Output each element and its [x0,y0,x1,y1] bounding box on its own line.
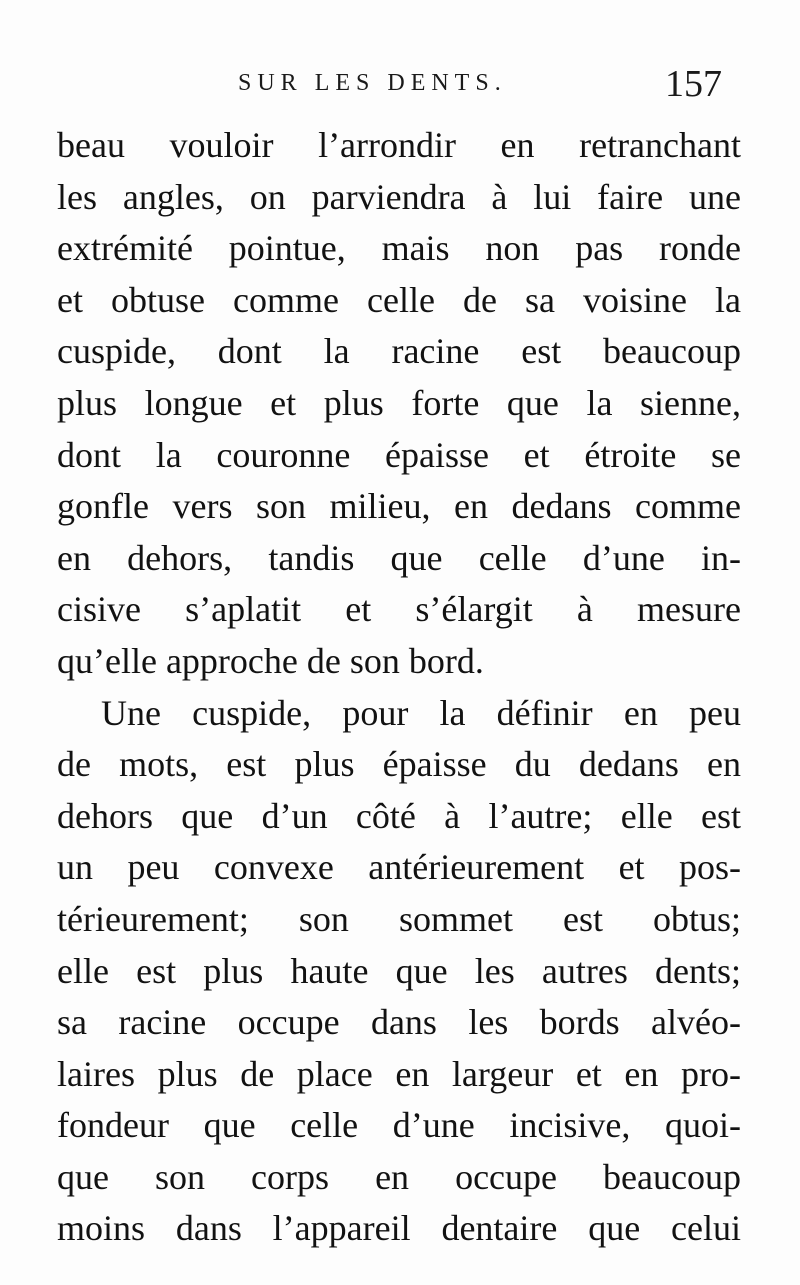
text-line: en dehors, tandis que celle d’une in- [57,537,741,578]
text-line: cuspide, dont la racine est beaucoup [57,331,741,372]
text-line: extrémité pointue, mais non pas ronde [57,228,741,269]
text-line: laires plus de place en largeur et en pro- [57,1053,741,1094]
text-line: cisive s’aplatit et s’élargit à mesure [57,589,741,630]
page-header [0,62,800,110]
text-line: fondeur que celle d’une incisive, quoi- [57,1105,741,1146]
text-line: qu’elle approche de son bord. [57,640,484,681]
text-line: et obtuse comme celle de sa voisine la [57,279,741,320]
body-text [57,120,741,1255]
text-line: un peu convexe antérieurement et pos- [57,847,741,888]
text-line: elle est plus haute que les autres dents; [57,950,741,991]
running-head: SUR LES DENTS. [238,70,507,96]
text-line: de mots, est plus épaisse du dedans en [57,744,741,785]
text-line: plus longue et plus forte que la sienne, [57,382,741,423]
text-line: beau vouloir l’arrondir en retranchant [57,125,741,165]
text-line: Une cuspide, pour la définir en peu [101,692,741,733]
page-number: 157 [665,63,722,105]
text-line: les angles, on parviendra à lui faire une [57,176,741,217]
text-line: sa racine occupe dans les bords alvéo- [57,1002,741,1043]
text-line: moins dans l’appareil dentaire que celui [57,1208,741,1249]
text-line: térieurement; son sommet est obtus; [57,898,741,939]
text-line: dehors que d’un côté à l’autre; elle est [57,795,741,836]
text-line: que son corps en occupe beaucoup [57,1156,741,1197]
text-line: dont la couronne épaisse et étroite se [57,434,741,475]
text-line: gonfle vers son milieu, en dedans comme [57,486,741,527]
